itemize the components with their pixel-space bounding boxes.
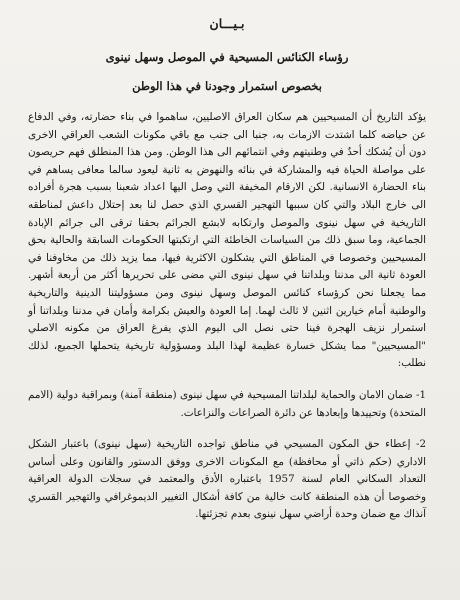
intro-paragraph: يؤكد التاريخ أن المسيحيين هم سكان العراق الاصليين، ساهموا في بناء حضارته، وفي الدفاع عن حياضه كلما اشتدت الازمات به، جنبا الى جنب مع باقي مكونات الشعب العراقي الاخرى دون أن يُشكك أحدٌ في وطنيتهم وفي انتمائهم الى هذا الوطن. ومن هذا المنطلق فهم حريصون على مواصلة الحياة فيه والمشاركة في بنائه والنهوض به ثانية ليعود سالما معافى يساهم في بناء الحضارة الانسانية. لكن الارقام المخيفة التي وصل اليها اعداد شعبنا بسبب هجرة أفراده الى خارج البلاد والتي كان سببها التهجير القسري الذي حصل لنا بعد إحتلال داعش لمناطقه التاريخية في سهل نينوى والموصل وارتكابه لابشع الجرائم بحقنا ترقى الى جرائم الإبادة الجماعية، وما سبق ذلك من السياسات الخاطئة التي ارتكبتها الحكومات السابقة والحالية بحق المسيحيين وخصوصا في المناطق التي يشكلون الاكثرية فيها، مما يزيد ذلك من مخاوفنا في العودة ثانية الى مدننا وبلداتنا في سهل نينوى التي مضى على تحريرها أكثر من أربعة أشهر. مما يجعلنا نحن كرؤساء كنائس الموصل وسهل نينوى ومن مسؤوليتنا الدينية والتاريخية والوطنية أمام خيارين اثنين لا ثالث لهما. إما العودة والعيش بكرامة وأمان في مدننا وبلداتنا أو استمرار نزيف الهجرة فينا حتى نصل الى اليوم الذي يفرغ العراق من مكونه الاصلي "المسيحيين" مما يشكل خسارة عظيمة لهذا البلد ومسؤولية تاريخية يتحملها الجميع، لذلك نطلب: [28, 111, 426, 370]
document-subtitle: بخصوص استمرار وجودنا في هذا الوطن [132, 79, 322, 93]
document-title: رؤساء الكنائس المسيحية في الموصل وسهل نينوى [105, 50, 349, 64]
demand-item-2: 2- إعطاء حق المكون المسيحي في مناطق تواجده التاريخية (سهل نينوى) باعتبار الشكل الاداري (حكم ذاتي أو محافظة) مع المكونات الاخرى ووفق الدستور والقانون وعلى أساس التعداد السكاني العام لسنة 1957 باعتباره الأدق والمعتمد في سجلات الدولة العراقية وخصوصا أن هذه المنطقة كانت خالية من كافة أشكال التغيير الديموغرافي والتهجير القسري آنذاك مع ضمان وحدة أراضي سهل نينوى بعدم تجزئتها. [28, 438, 427, 521]
document-header [28, 16, 426, 93]
document-heading: بـيـــان [209, 16, 245, 31]
demand-item-1: 1- ضمان الامان والحماية لبلداتنا المسيحية في سهل نينوى (منطقة آمنة) وبمراقبة دولية (الامم المتحدة) وتحييدها وإبعادها عن دائرة الصراعات والنزاعات. [28, 388, 426, 419]
